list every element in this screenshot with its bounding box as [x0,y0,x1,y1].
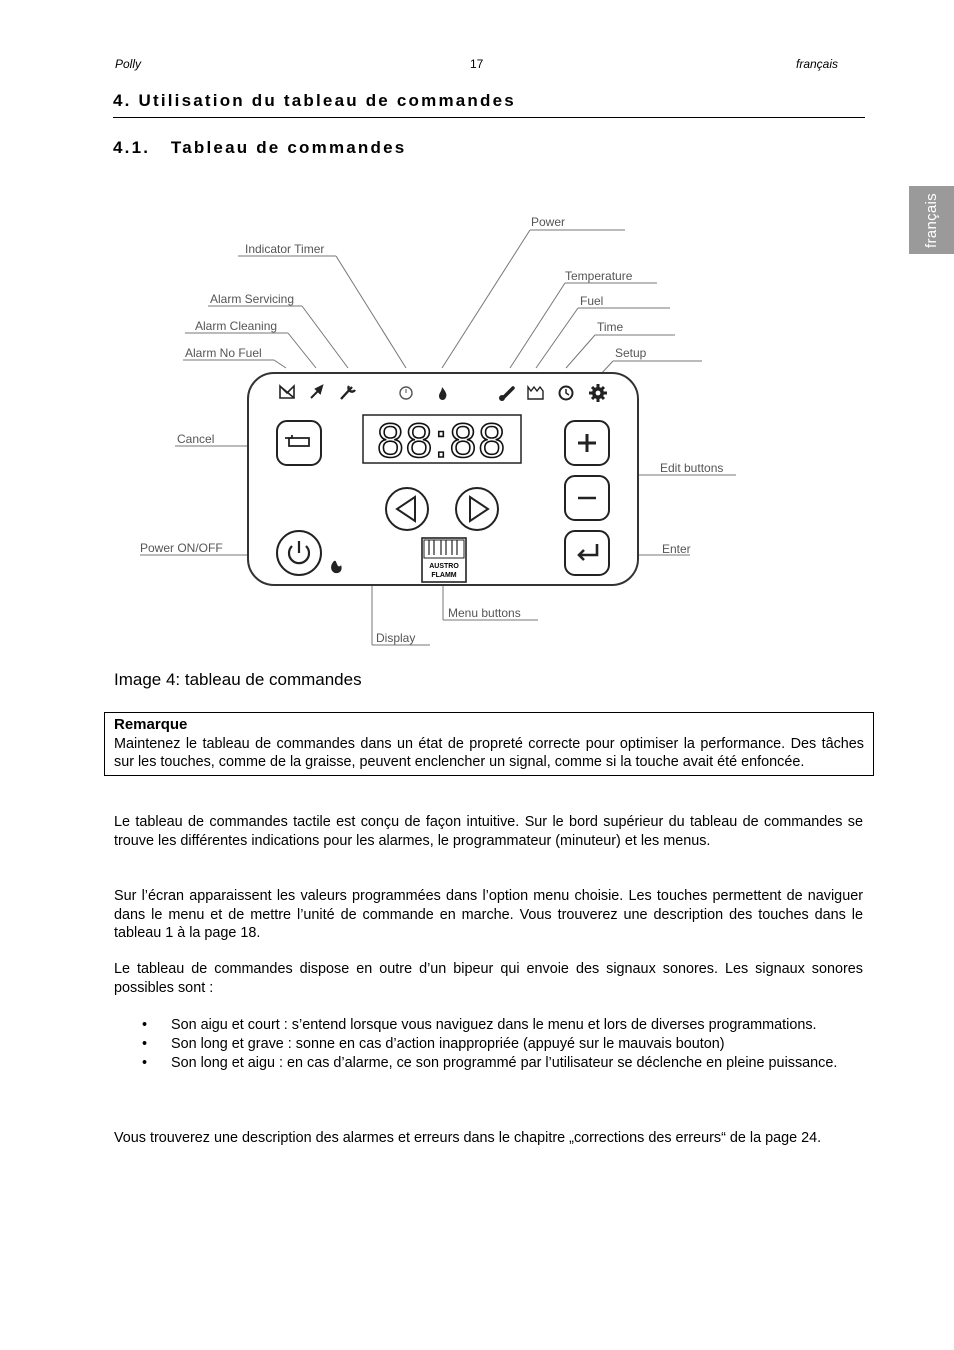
power-on-off-button[interactable] [277,531,321,575]
display-digits: 88:88 [376,415,508,468]
menu-right-button[interactable] [456,488,498,530]
language-side-tab [909,186,954,254]
control-panel-diagram [130,205,750,655]
label-setup: Setup [615,346,647,360]
logo-line1: AUSTRO [429,563,459,570]
list-item [142,1054,863,1073]
label-edit-buttons: Edit buttons [660,461,724,475]
enter-button[interactable] [565,531,609,575]
remark-box [104,712,874,776]
label-power: Power [531,215,566,229]
list-item [142,1035,863,1054]
label-enter: Enter [662,542,691,556]
bullet-mark: • [142,1055,148,1071]
digit-display [363,415,521,468]
label-cancel: Cancel [177,432,215,446]
paragraph-beeper: Le tableau de commandes dispose en outre d’un bipeur qui envoie des signaux sonores. Les signaux sonores possibles sont : [114,961,863,996]
plus-button[interactable] [565,421,609,465]
label-alarm-cleaning: Alarm Cleaning [195,319,278,333]
list-item-text: Son long et aigu : en cas d’alarme, ce son programmé par l’utilisateur se déclenche en pleine puissance. [171,1055,838,1071]
austroflamm-logo [422,538,466,582]
label-power-on-off: Power ON/OFF [140,541,223,555]
label-fuel: Fuel [580,294,604,308]
page-number: 17 [470,57,484,71]
section-title: 4. Utilisation du tableau de commandes [113,91,865,118]
label-display: Display [376,631,416,645]
cancel-button[interactable] [277,421,321,465]
list-item-text: Son long et grave : sonne en cas d’action inappropriée (appuyé sur le mauvais bouton) [171,1036,725,1052]
label-alarm-servicing: Alarm Servicing [210,292,295,306]
list-item-text: Son aigu et court : s’entend lorsque vous naviguez dans le menu et lors de diverses programmations. [171,1017,817,1033]
label-time: Time [597,320,624,334]
label-menu-buttons: Menu buttons [448,606,521,620]
paragraph-display: Sur l’écran apparaissent les valeurs programmées dans l’option menu choisie. Les touches permettent de naviguer dans le menu et de mettre l’unité de commande en marche. Vous trouverez une description des touches dans le tableau 1 à la page 18. [114,888,863,941]
logo-line2: FLAMM [431,572,457,579]
header-right: français [796,57,839,71]
label-alarm-no-fuel: Alarm No Fuel [185,346,262,360]
subsection-title: 4.1. Tableau de commandes [113,138,407,157]
paragraph-errors: Vous trouverez une description des alarmes et erreurs dans le chapitre „corrections des erreurs“ de la page 24. [114,1130,822,1146]
side-tab-label: français [923,192,941,248]
paragraph-intro: Le tableau de commandes tactile est conçu de façon intuitive. Sur le bord supérieur du tableau de commandes se trouve les différentes indications pour les alarmes, le programmateur (minuteur) et les menus. [114,814,863,849]
label-temperature: Temperature [565,269,633,283]
header-left: Polly [115,57,142,71]
menu-left-button[interactable] [386,488,428,530]
bullet-mark: • [142,1017,148,1033]
figure-caption: Image 4: tableau de commandes [114,670,362,689]
list-item [142,1016,863,1035]
remark-title: Remarque [114,716,188,733]
label-indicator-timer: Indicator Timer [245,242,325,256]
sound-signal-list [142,1016,863,1073]
minus-button[interactable] [565,476,609,520]
remark-text: Maintenez le tableau de commandes dans un état de propreté correcte pour optimiser la performance. Des tâches sur les touches, comme de la graisse, peuvent enclencher un signal, comme si la touche avait été enfoncée. [114,735,864,770]
bullet-mark: • [142,1036,148,1052]
